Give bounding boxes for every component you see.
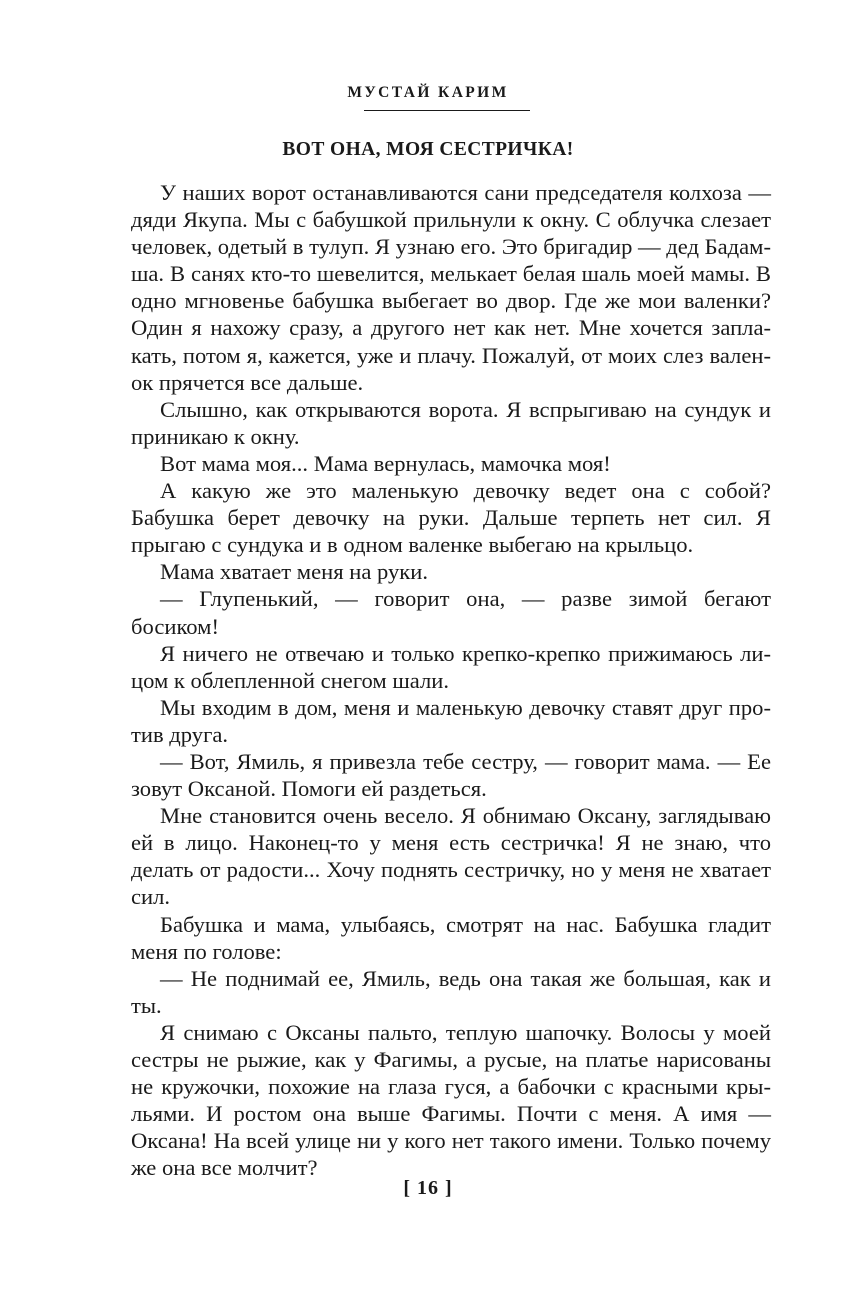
paragraph: — Вот, Ямиль, я привезла тебе сестру, — говорит мама. — Ее зовут Оксаной. Помоги ей раздеться. <box>131 748 771 802</box>
running-head-author: МУСТАЙ КАРИМ <box>347 84 509 101</box>
paragraph: Мама хватает меня на руки. <box>160 559 429 585</box>
running-head-rule <box>364 110 530 111</box>
chapter-title: ВОТ ОНА, МОЯ СЕСТРИЧКА! <box>282 139 574 160</box>
paragraph: Мне становится очень весело. Я обнимаю Оксану, заглядываю ей в лицо. Наконец-то у меня есть сестричка! Я не знаю, что делать от радости... Хочу поднять сестричку, но у меня не хватает сил. <box>131 803 771 910</box>
paragraph: Я снимаю с Оксаны пальто, теплую шапочку. Волосы у моей сестры не рыжие, как у Фагимы, а русые, на платье нарисованы не кружочки, похожие на глаза гуся, а бабочки с красными крыльями. И ростом она выше Фагимы. Почти с меня. А имя — Оксана! На всей улице ни у кого нет такого имени. Только почему же она все молчит? <box>131 1019 771 1181</box>
paragraph: — Не поднимай ее, Ямиль, ведь она такая же большая, как и ты. <box>131 965 771 1018</box>
body-text <box>131 179 771 1181</box>
paragraph: — Глупенький, — говорит она, — разве зимой бегают босиком! <box>131 586 771 639</box>
paragraph: Я ничего не отвечаю и только крепко-крепко прижимаюсь лицом к облепленной снегом шали. <box>131 640 771 693</box>
paragraph: Слышно, как открываются ворота. Я вспрыгиваю на сундук и приникаю к окну. <box>131 396 771 449</box>
paragraph: Мы входим в дом, меня и маленькую девочку ставят друг против друга. <box>131 694 771 747</box>
paragraph: Вот мама моя... Мама вернулась, мамочка моя! <box>160 450 611 476</box>
paragraph: У наших ворот останавливаются сани председателя колхоза — дяди Якупа. Мы с бабушкой прильнули к окну. С облучка слезает человек, одетый в тулуп. Я узнаю его. Это бригадир — дед Бадамша. В санях кто-то шевелится, мелькает белая шаль моей мамы. В одно мгновенье бабушка выбегает во двор. Где же мои валенки? Один я нахожу сразу, а другого нет как нет. Мне хочется заплакать, потом я, кажется, уже и плачу. Пожалуй, от моих слез валенок прячется все дальше. <box>131 180 771 395</box>
paragraph: А какую же это маленькую девочку ведет она с собой? Бабушка берет девочку на руки. Дальше терпеть нет сил. Я прыгаю с сундука и в одном валенке выбегаю на крыльцо. <box>131 478 771 558</box>
page-number: [ 16 ] <box>403 1177 453 1199</box>
paragraph: Бабушка и мама, улыбаясь, смотрят на нас. Бабушка гладит меня по голове: <box>131 911 771 964</box>
